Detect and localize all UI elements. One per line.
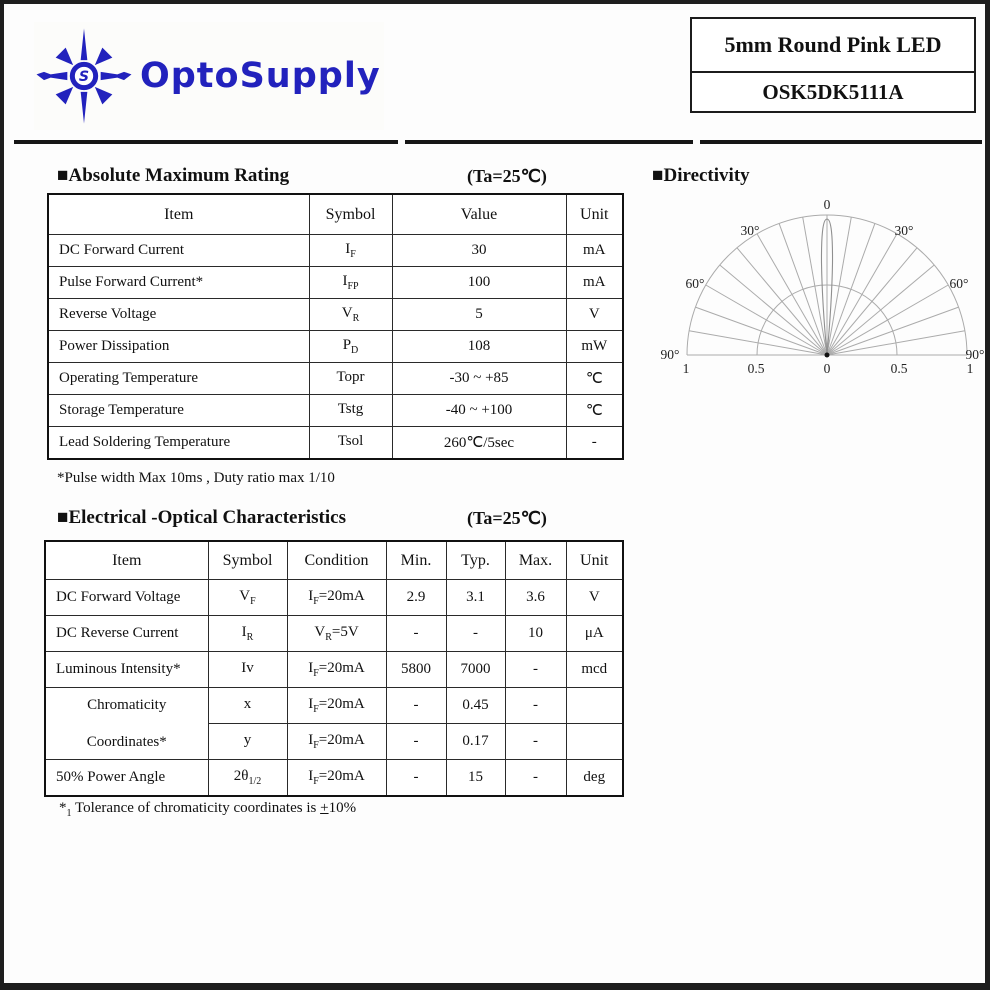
cell-value: 30	[392, 235, 566, 267]
cell-symbol: $V_F$	[208, 580, 287, 616]
cell-typ: 15	[446, 760, 505, 797]
col-max: Max.	[505, 541, 566, 580]
cell-condition: $V_R=5V$	[287, 616, 386, 652]
table-row	[48, 331, 623, 363]
cell-symbol: Tsol	[309, 427, 392, 460]
cell-typ: 0.45	[446, 688, 505, 724]
cell-unit: mW	[566, 331, 623, 363]
cell-unit: V	[566, 580, 623, 616]
radius-label-05-left: 0.5	[747, 361, 765, 376]
radius-label-0: 0	[823, 361, 831, 376]
cell-symbol: $I_R$	[208, 616, 287, 652]
cell-item: Storage Temperature	[48, 395, 309, 427]
product-name: 5mm Round Pink LED	[692, 19, 974, 73]
header-divider	[4, 140, 990, 145]
abs-max-footnote: *Pulse width Max 10ms , Duty ratio max 1/10	[57, 470, 335, 486]
col-symbol: Symbol	[208, 541, 287, 580]
angle-label-0: 0	[823, 197, 831, 212]
cell-item: DC Reverse Current	[45, 616, 208, 652]
cell-max: 3.6	[505, 580, 566, 616]
cell-symbol: $P_D$	[309, 331, 392, 363]
cell-max: -	[505, 652, 566, 688]
logo-monogram: S	[78, 69, 90, 85]
polar-origin-dot	[825, 353, 830, 358]
cell-max: 10	[505, 616, 566, 652]
cell-unit: ℃	[566, 395, 623, 427]
table-row	[45, 580, 623, 616]
cell-symbol: x	[208, 688, 287, 724]
cell-max: -	[505, 688, 566, 724]
cell-unit: -	[566, 427, 623, 460]
table-row	[48, 363, 623, 395]
cell-min: -	[386, 616, 446, 652]
angle-label-60-left: 60°	[685, 276, 705, 291]
cell-min: -	[386, 760, 446, 797]
angle-label-30-left: 30°	[740, 223, 760, 238]
cell-unit: ℃	[566, 363, 623, 395]
cell-item: Pulse Forward Current*	[48, 267, 309, 299]
cell-min: -	[386, 724, 446, 760]
cell-typ: 3.1	[446, 580, 505, 616]
cell-item: Operating Temperature	[48, 363, 309, 395]
product-title-box	[690, 17, 976, 113]
directivity-heading: ■Directivity	[652, 165, 750, 186]
cell-typ: 7000	[446, 652, 505, 688]
table-row	[48, 299, 623, 331]
cell-symbol: Topr	[309, 363, 392, 395]
eo-footnote: $*_1$ Tolerance of chromaticity coordinates is +10%	[59, 800, 357, 819]
radius-label-1-left: 1	[682, 361, 690, 376]
polar-gridlines	[687, 215, 967, 355]
cell-item: Reverse Voltage	[48, 299, 309, 331]
cell-max: -	[505, 724, 566, 760]
eo-condition: (Ta=25℃)	[467, 508, 547, 528]
cell-min: -	[386, 688, 446, 724]
col-symbol: Symbol	[309, 194, 392, 235]
brand-name: OptoSupply	[140, 56, 381, 96]
angle-label-90-right: 90°	[965, 347, 985, 362]
cell-typ: -	[446, 616, 505, 652]
directivity-polar-chart	[650, 193, 990, 385]
cell-symbol: $I_{FP}$	[309, 267, 392, 299]
radius-label-1-right: 1	[966, 361, 974, 376]
cell-symbol: $I_F$	[309, 235, 392, 267]
col-value: Value	[392, 194, 566, 235]
cell-typ: 0.17	[446, 724, 505, 760]
table-row	[48, 395, 623, 427]
cell-value: 108	[392, 331, 566, 363]
cell-value: 100	[392, 267, 566, 299]
eo-table	[44, 540, 624, 797]
cell-condition: $I_F=20mA$	[287, 724, 386, 760]
angle-label-30-right: 30°	[894, 223, 914, 238]
cell-symbol: $2\theta_{1/2}$	[208, 760, 287, 797]
cell-max: -	[505, 760, 566, 797]
col-condition: Condition	[287, 541, 386, 580]
cell-item-chromaticity: Chromaticity Coordinates*	[45, 688, 208, 760]
starburst-logo-icon	[34, 23, 134, 129]
angle-label-60-right: 60°	[949, 276, 969, 291]
col-unit: Unit	[566, 194, 623, 235]
table-row	[48, 267, 623, 299]
table-row	[45, 760, 623, 797]
cell-unit	[566, 724, 623, 760]
cell-unit: V	[566, 299, 623, 331]
abs-max-table	[47, 193, 624, 460]
cell-unit: mA	[566, 235, 623, 267]
radius-label-05-right: 0.5	[890, 361, 908, 376]
cell-unit: mA	[566, 267, 623, 299]
table-row	[48, 427, 623, 460]
col-unit: Unit	[566, 541, 623, 580]
cell-symbol: Iv	[208, 652, 287, 688]
part-number: OSK5DK5111A	[762, 79, 904, 104]
cell-unit	[566, 688, 623, 724]
abs-max-condition: (Ta=25℃)	[467, 166, 547, 186]
cell-symbol: y	[208, 724, 287, 760]
cell-value: 260℃/5sec	[392, 427, 566, 460]
cell-item: DC Forward Voltage	[45, 580, 208, 616]
optosupply-logo	[34, 22, 384, 130]
col-min: Min.	[386, 541, 446, 580]
cell-symbol: Tstg	[309, 395, 392, 427]
cell-min: 5800	[386, 652, 446, 688]
cell-value: -30 ~ +85	[392, 363, 566, 395]
cell-item: Power Dissipation	[48, 331, 309, 363]
cell-condition: $I_F=20mA$	[287, 760, 386, 797]
cell-item: DC Forward Current	[48, 235, 309, 267]
cell-condition: $I_F=20mA$	[287, 580, 386, 616]
cell-value: -40 ~ +100	[392, 395, 566, 427]
angle-label-90-left: 90°	[660, 347, 680, 362]
table-row	[45, 616, 623, 652]
cell-symbol: $V_R$	[309, 299, 392, 331]
table-header-row	[48, 194, 623, 235]
cell-unit: mcd	[566, 652, 623, 688]
abs-max-heading: ■Absolute Maximum Rating	[57, 165, 290, 186]
cell-item: 50% Power Angle	[45, 760, 208, 797]
cell-min: 2.9	[386, 580, 446, 616]
cell-unit: deg	[566, 760, 623, 797]
col-item: Item	[48, 194, 309, 235]
table-header-row	[45, 541, 623, 580]
table-row	[45, 652, 623, 688]
cell-condition: $I_F=20mA$	[287, 688, 386, 724]
cell-item: Luminous Intensity*	[45, 652, 208, 688]
cell-item: Lead Soldering Temperature	[48, 427, 309, 460]
cell-value: 5	[392, 299, 566, 331]
eo-heading: ■Electrical -Optical Characteristics	[57, 507, 346, 528]
col-item: Item	[45, 541, 208, 580]
cell-unit: μA	[566, 616, 623, 652]
table-row	[48, 235, 623, 267]
table-row	[45, 688, 623, 724]
cell-condition: $I_F=20mA$	[287, 652, 386, 688]
col-typ: Typ.	[446, 541, 505, 580]
